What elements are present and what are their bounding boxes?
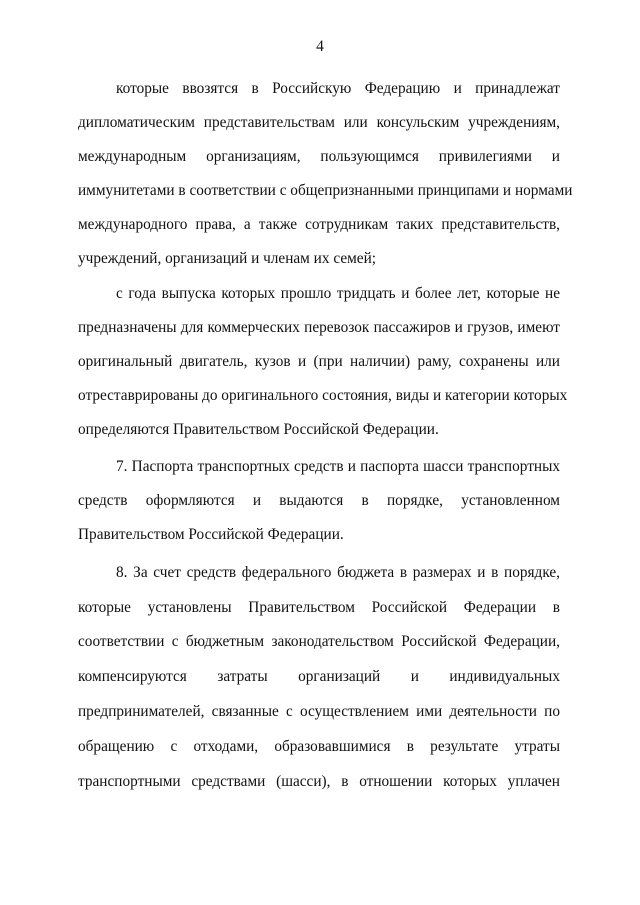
text-line: иммунитетами в соответствии с общепризнанными принципами и нормами bbox=[78, 182, 573, 199]
text-line: компенсируются затраты организаций и индивидуальных bbox=[78, 668, 560, 685]
text-line: которые ввозятся в Российскую Федерацию и принадлежат bbox=[116, 80, 560, 97]
text-line: транспортными средствами (шасси), в отношении которых уплачен bbox=[78, 773, 560, 790]
text-line: отреставрированы до оригинального состояния, виды и категории которых bbox=[78, 387, 568, 404]
text-line: Правительством Российской Федерации. bbox=[78, 526, 344, 543]
text-line: обращению с отходами, образовавшимися в результате утраты bbox=[78, 738, 560, 755]
text-line: предпринимателей, связанные с осуществлением ими деятельности по bbox=[78, 703, 560, 720]
text-line: 8. За счет средств федерального бюджета в размерах и в порядке, bbox=[116, 564, 560, 581]
text-line: международным организациям, пользующимся привилегиями и bbox=[78, 148, 560, 165]
text-line: оригинальный двигатель, кузов и (при наличии) раму, сохранены или bbox=[78, 353, 560, 370]
text-line: с года выпуска которых прошло тридцать и более лет, которые не bbox=[116, 285, 560, 302]
text-line: которые установлены Правительством Российской Федерации в bbox=[78, 599, 560, 616]
text-line: средств оформляются и выдаются в порядке, установленном bbox=[78, 492, 560, 509]
text-line: соответствии с бюджетным законодательством Российской Федерации, bbox=[78, 633, 560, 650]
text-line: международного права, а также сотрудникам таких представительств, bbox=[78, 216, 560, 233]
text-line: предназначены для коммерческих перевозок пассажиров и грузов, имеют bbox=[78, 319, 560, 336]
text-line: 7. Паспорта транспортных средств и паспорта шасси транспортных bbox=[116, 458, 560, 475]
page-number: 4 bbox=[316, 38, 324, 55]
text-line: определяются Правительством Российской Федерации. bbox=[78, 421, 439, 438]
text-line: учреждений, организаций и членам их семей; bbox=[78, 250, 377, 267]
text-line: дипломатическим представительствам или консульским учреждениям, bbox=[78, 114, 560, 131]
